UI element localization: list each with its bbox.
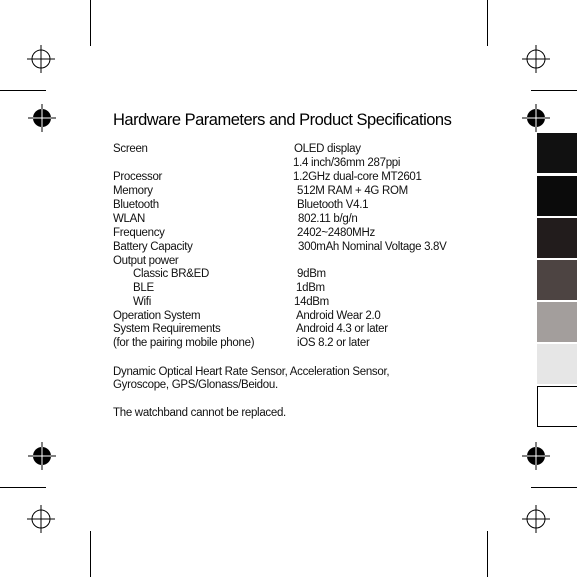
target-mark-lower-left (28, 442, 56, 470)
crop-mark-top-right-v (487, 0, 488, 46)
target-mark-upper-right (522, 104, 550, 132)
spec-label-wlan: WLAN (113, 213, 146, 225)
spec-value-bluetooth: Bluetooth V4.1 (297, 199, 369, 211)
color-bar-swatch-4 (537, 260, 577, 300)
spec-value-wifi: 14dBm (294, 296, 329, 308)
color-bar-swatch-2 (537, 176, 577, 216)
spec-label-processor: Processor (113, 171, 163, 183)
target-mark-upper-left (28, 104, 56, 132)
registration-mark-bottom-right (522, 505, 550, 533)
spec-value-operation-system: Android Wear 2.0 (296, 310, 381, 322)
crop-mark-bottom-left-h (0, 487, 46, 488)
spec-value-memory: 512M RAM + 4G ROM (297, 185, 408, 197)
spec-label-wifi: Wifi (133, 296, 151, 308)
crop-mark-top-left-h (0, 90, 46, 91)
sensors-line-2: Gyroscope, GPS/Glonass/Beidou. (113, 379, 278, 391)
page-title: Hardware Parameters and Product Specifications (113, 111, 452, 129)
color-bar-swatch-7 (537, 386, 577, 427)
sensors-line-1: Dynamic Optical Heart Rate Sensor, Acceleration Sensor, (113, 366, 390, 378)
spec-value-frequency: 2402~2480MHz (297, 227, 375, 239)
spec-label-operation-system: Operation System (113, 310, 201, 322)
spec-label-bluetooth: Bluetooth (113, 199, 159, 211)
spec-value-classic-br-ed: 9dBm (297, 268, 326, 280)
spec-value-screen: OLED display (294, 143, 361, 155)
spec-value-processor: 1.2GHz dual-core MT2601 (293, 171, 422, 183)
crop-mark-top-left-v (90, 0, 91, 46)
spec-label-ble: BLE (133, 282, 154, 294)
spec-label-system-requirements: System Requirements (113, 323, 221, 335)
crop-mark-bottom-right-v (487, 531, 488, 577)
color-bar-swatch-6 (537, 344, 577, 384)
registration-mark-top-right (522, 45, 550, 73)
registration-mark-top-left (27, 45, 55, 73)
registration-mark-bottom-left (27, 505, 55, 533)
color-bar-swatch-1 (537, 133, 577, 173)
spec-value-system-requirements: Android 4.3 or later (296, 323, 388, 335)
spec-label-screen: Screen (113, 143, 148, 155)
spec-label-output-power: Output power (113, 255, 179, 267)
spec-value-pairing-phone: iOS 8.2 or later (297, 337, 370, 349)
spec-label-battery: Battery Capacity (113, 241, 193, 253)
crop-mark-top-right-h (531, 90, 577, 91)
target-mark-lower-right (522, 442, 550, 470)
color-bar-swatch-5 (537, 302, 577, 342)
spec-value-screen-size: 1.4 inch/36mm 287ppi (293, 157, 401, 169)
crop-mark-bottom-right-h (531, 487, 577, 488)
spec-label-frequency: Frequency (113, 227, 165, 239)
crop-mark-bottom-left-v (90, 531, 91, 577)
spec-value-ble: 1dBm (296, 282, 325, 294)
spec-value-battery: 300mAh Nominal Voltage 3.8V (298, 241, 447, 253)
watchband-note: The watchband cannot be replaced. (113, 407, 286, 419)
spec-label-pairing-phone: (for the pairing mobile phone) (113, 337, 255, 349)
spec-label-memory: Memory (113, 185, 153, 197)
spec-value-wlan: 802.11 b/g/n (298, 213, 358, 225)
spec-label-classic-br-ed: Classic BR&ED (133, 268, 209, 280)
color-bar-swatch-3 (537, 218, 577, 258)
